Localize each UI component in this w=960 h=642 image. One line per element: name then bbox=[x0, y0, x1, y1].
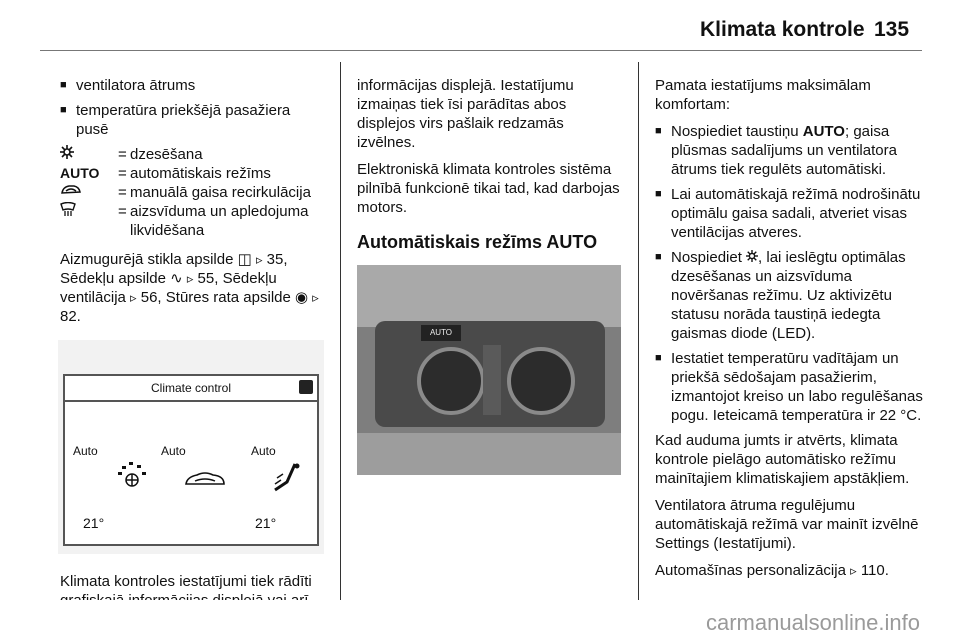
page-ref-icon: ▹ bbox=[186, 271, 194, 286]
page-ref-icon: ▹ bbox=[255, 252, 263, 267]
watermark: carmanualsonline.info bbox=[705, 610, 920, 635]
watermark-bar bbox=[0, 600, 960, 642]
car-airflow-icon bbox=[183, 468, 227, 495]
column-divider-1 bbox=[340, 62, 341, 607]
climate-control-screen bbox=[63, 374, 319, 546]
paragraph: Automašīnas personalizācija ▹ 110. bbox=[655, 562, 889, 579]
reference-paragraph: Aizmugurējā stikla apsilde ◫ ▹ 35, Sēdekļu apsilde ∿ ▹ 55, Sēdekļu ventilācija ▹ 56, Stūres rata apsilde ◉ ▹ 82. bbox=[60, 251, 319, 325]
page-ref-icon: ▹ bbox=[850, 563, 857, 578]
fan-icon bbox=[115, 460, 149, 495]
paragraph: Pamata iestatījums maksimālam komfortam: bbox=[655, 77, 871, 113]
fan-auto-label: Auto bbox=[73, 444, 98, 458]
recirculation-icon bbox=[60, 183, 118, 202]
legend-row: = dzesēšana bbox=[60, 145, 326, 164]
windscreen-defrost-icon bbox=[60, 202, 118, 240]
steering-wheel-heating-icon: ◉ bbox=[295, 289, 309, 306]
legend-row: = manuālā gaisa recirkulācija bbox=[60, 183, 326, 202]
legend-row: AUTO = automātiskais režīms bbox=[60, 164, 326, 183]
column-divider-2 bbox=[638, 62, 639, 607]
seat-heating-icon: ∿ bbox=[170, 270, 183, 287]
page-number: 135 bbox=[874, 18, 910, 41]
auto-symbol: AUTO bbox=[60, 165, 100, 181]
paragraph: Ventilatora ātruma regulējumu automātiskajā režīmā var mainīt izvēlnē Settings (Iestatījumi). bbox=[655, 497, 919, 552]
right-temperature-knob bbox=[507, 347, 575, 415]
distribution-auto-label: Auto bbox=[161, 444, 186, 458]
column-2 bbox=[357, 76, 625, 475]
legend-row: = aizsvīduma un apledojuma likvidēšana bbox=[60, 202, 326, 240]
temp-right: 21° bbox=[255, 515, 277, 531]
legend-definition: dzesēšana bbox=[130, 146, 203, 163]
symbol-legend bbox=[60, 145, 326, 240]
header-divider bbox=[40, 50, 922, 51]
paragraph: informācijas displejā. Iestatījumu izmaiņas tiek īsi parādītas abos displejos virs pašlaik redzamās izvēlnes. bbox=[357, 77, 574, 151]
list-item: ■ Nospiediet taustiņu AUTO; gaisa plūsmas sadalījums un ventilatora ātrums tiek regulēts automātiski. bbox=[655, 122, 927, 179]
page-title: Klimata kontrole bbox=[700, 18, 865, 41]
list-item: ■ Lai automātiskajā režīmā nodrošinātu optimālu gaisa sadali, atveriet visas ventilācijas atveres. bbox=[655, 185, 927, 242]
page-ref-icon: ▹ bbox=[312, 290, 319, 305]
rear-window-heating-icon: ◫ bbox=[237, 251, 252, 268]
list-item: ■ ventilatora ātrums bbox=[60, 76, 326, 95]
paragraph: Elektroniskā klimata kontroles sistēma pilnībā funkcionē tikai tad, kad darbojas motors. bbox=[357, 161, 620, 216]
figure-caption: Klimata kontroles iestatījumi tiek rādīti bbox=[60, 573, 312, 590]
defrost-icon bbox=[746, 249, 758, 266]
left-temperature-knob bbox=[417, 347, 485, 415]
legend-definition: manuālā gaisa recirkulācija bbox=[130, 184, 311, 201]
legend-definition: automātiskais režīms bbox=[130, 165, 271, 182]
climate-panel-photo bbox=[357, 265, 621, 475]
paragraph: Kad auduma jumts ir atvērts, klimata kontrole pielāgo automātisko režīmu mainītajiem klimatiskajiem apstākļiem. bbox=[655, 432, 910, 487]
seat-airflow-icon bbox=[271, 460, 301, 499]
list-item: ■ temperatūra priekšējā pasažiera pusē bbox=[60, 101, 326, 139]
settings-icon bbox=[299, 380, 313, 394]
list-item: ■ Iestatiet temperatūru vadītājam un priekšā sēdošajam pasažierim, izmantojot kreiso un labo regulēšanas pogu. Ieteicamā temperatūra ir 22 °C. bbox=[655, 349, 927, 425]
screen-title-bar: Climate control bbox=[65, 376, 317, 402]
section-heading: Automātiskais režīms AUTO bbox=[357, 232, 598, 252]
climate-display-figure bbox=[58, 340, 324, 554]
column-1 bbox=[60, 76, 326, 637]
auto-button: AUTO bbox=[421, 325, 461, 341]
list-item: ■ Nospiediet , lai ieslēgtu optimālas dzesēšanas un aizsvīduma novēršanas režīmu. Uz aktivizētu statusu norāda taustiņā iedegta gaismas diode (LED). bbox=[655, 248, 927, 343]
temp-left: 21° bbox=[83, 515, 105, 531]
defrost-icon bbox=[60, 145, 118, 164]
seat-auto-label: Auto bbox=[251, 444, 276, 458]
page-ref-icon: ▹ bbox=[130, 290, 137, 305]
legend-definition: aizsvīduma un apledojuma likvidēšana bbox=[130, 203, 309, 239]
column-3 bbox=[655, 76, 927, 588]
